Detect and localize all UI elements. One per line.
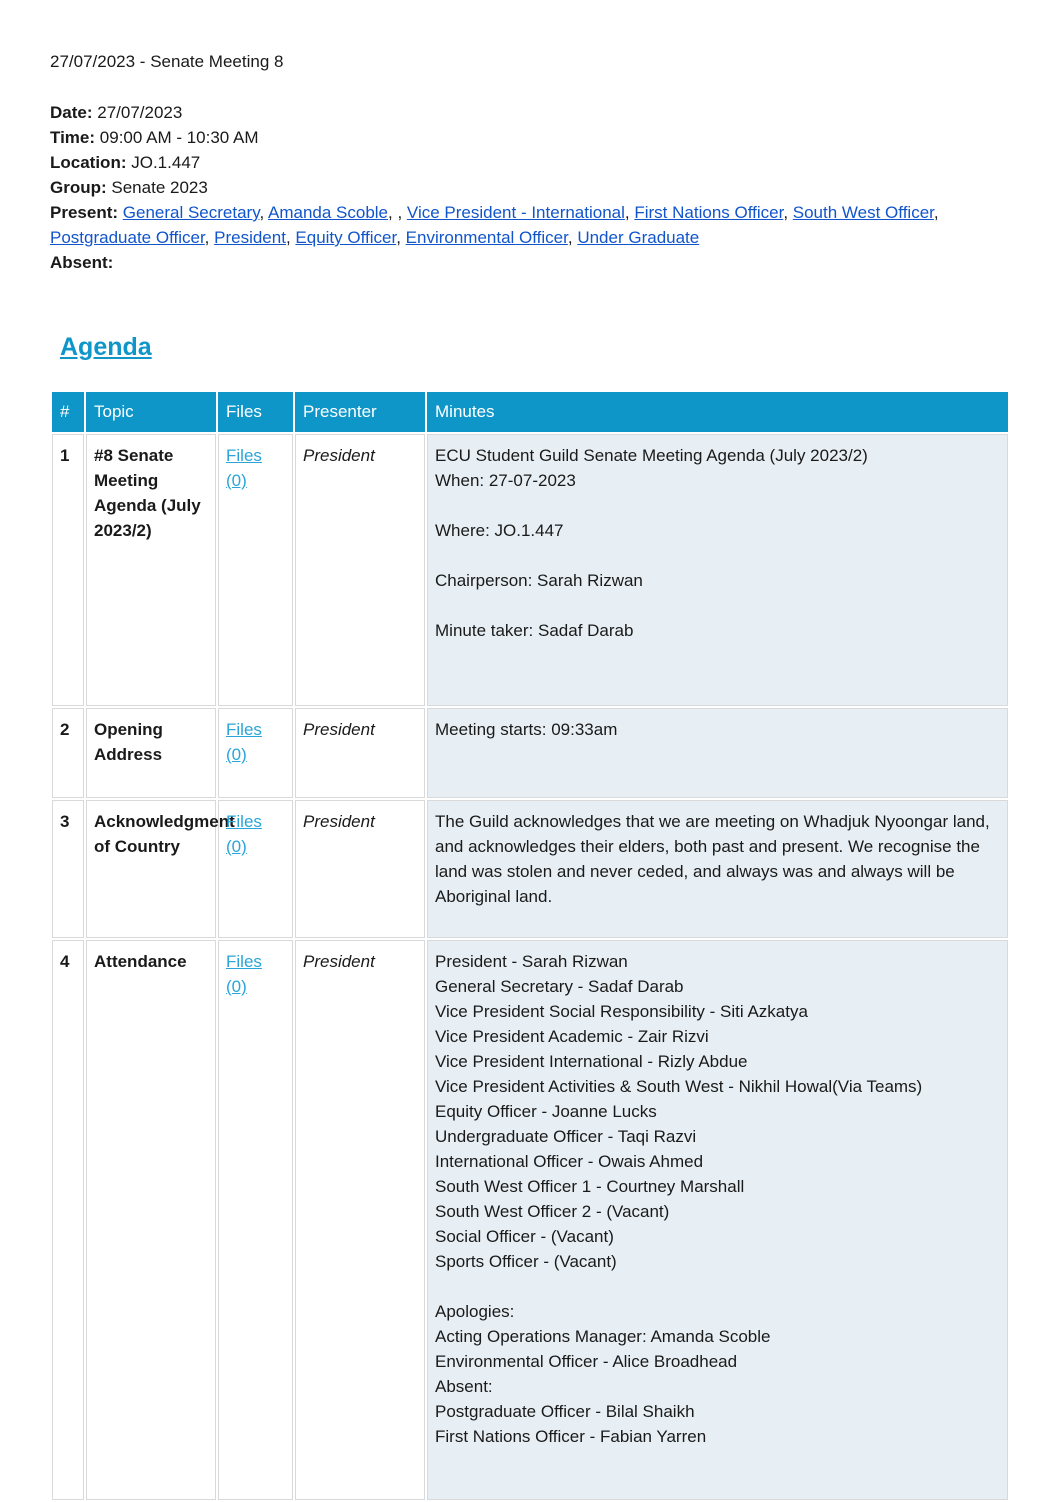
header-topic: Topic [86, 392, 216, 432]
minutes-line: Postgraduate Officer - Bilal Shaikh [435, 1402, 695, 1421]
header-presenter: Presenter [295, 392, 425, 432]
row-files-cell [218, 434, 293, 706]
minutes-line: Vice President International - Rizly Abdue [435, 1052, 748, 1071]
absent-row [50, 250, 1010, 275]
row-topic: Attendance [86, 940, 216, 1500]
group-label: Group: [50, 178, 107, 197]
minutes-line: First Nations Officer - Fabian Yarren [435, 1427, 707, 1446]
time-value: 09:00 AM - 10:30 AM [99, 128, 259, 147]
minutes-line [435, 493, 1000, 518]
header-number: # [52, 392, 84, 432]
agenda-table-body [52, 434, 1008, 1500]
table-row [52, 940, 1008, 1500]
row-number: 4 [52, 940, 84, 1500]
absent-label: Absent: [50, 253, 114, 272]
table-row [52, 434, 1008, 706]
meeting-details [50, 100, 1010, 275]
minutes-line: South West Officer 1 - Courtney Marshall [435, 1177, 745, 1196]
location-label: Location: [50, 153, 127, 172]
group-value: Senate 2023 [111, 178, 208, 197]
row-minutes [427, 708, 1008, 798]
row-number: 3 [52, 800, 84, 938]
minutes-line: ECU Student Guild Senate Meeting Agenda (July 2023/2) [435, 446, 868, 465]
files-link[interactable]: Files (0) [226, 952, 262, 996]
files-link[interactable]: Files (0) [226, 812, 262, 856]
minutes-line: Chairperson: Sarah Rizwan [435, 571, 643, 590]
present-link-environmental-officer[interactable]: Environmental Officer [405, 228, 568, 247]
minutes-line: Social Officer - (Vacant) [435, 1227, 614, 1246]
present-link-south-west-officer[interactable]: South West Officer [792, 203, 934, 222]
minutes-line [435, 593, 1000, 618]
group-row [50, 175, 1010, 200]
page-title: 27/07/2023 - Senate Meeting 8 [50, 52, 284, 71]
row-presenter: President [295, 940, 425, 1500]
date-row [50, 100, 1010, 125]
minutes-line: Environmental Officer - Alice Broadhead [435, 1352, 738, 1371]
agenda-heading[interactable]: Agenda [60, 333, 152, 361]
minutes-line [435, 543, 1000, 568]
row-files-cell [218, 800, 293, 938]
present-link-general-secretary[interactable]: General Secretary [122, 203, 260, 222]
minutes-line: Sports Officer - (Vacant) [435, 1252, 617, 1271]
files-link[interactable]: Files (0) [226, 720, 262, 764]
row-topic: #8 Senate Meeting Agenda (July 2023/2) [86, 434, 216, 706]
minutes-line: Where: JO.1.447 [435, 521, 564, 540]
header-minutes: Minutes [427, 392, 1008, 432]
header-files: Files [218, 392, 293, 432]
table-header-row [52, 392, 1008, 432]
row-presenter: President [295, 434, 425, 706]
present-link-postgraduate-officer[interactable]: Postgraduate Officer [50, 228, 205, 247]
row-number: 2 [52, 708, 84, 798]
minutes-line: South West Officer 2 - (Vacant) [435, 1202, 670, 1221]
present-link-vp-international[interactable]: Vice President - International [406, 203, 625, 222]
location-value: JO.1.447 [131, 153, 201, 172]
minutes-line: The Guild acknowledges that we are meeting on Whadjuk Nyoongar land, and acknowledges their elders, both past and present. We recognise the land was stolen and never ceded, and always was and always will be Aboriginal land. [435, 812, 990, 906]
minutes-line: Minute taker: Sadaf Darab [435, 621, 634, 640]
row-number: 1 [52, 434, 84, 706]
minutes-line: Apologies: [435, 1302, 515, 1321]
row-presenter: President [295, 800, 425, 938]
present-label: Present: [50, 203, 119, 222]
table-row [52, 708, 1008, 798]
agenda-table-wrapper [50, 390, 1010, 1497]
row-topic: Acknowledgment of Country [86, 800, 216, 938]
minutes-line: Absent: [435, 1377, 493, 1396]
minutes-line [435, 1274, 1000, 1299]
present-link-president[interactable]: President [214, 228, 286, 247]
present-link-first-nations-officer[interactable]: First Nations Officer [634, 203, 784, 222]
minutes-line: Meeting starts: 09:33am [435, 720, 618, 739]
minutes-line: Vice President Academic - Zair Rizvi [435, 1027, 709, 1046]
row-minutes [427, 434, 1008, 706]
minutes-line [435, 643, 1000, 668]
minutes-line [435, 1449, 1000, 1474]
time-row [50, 125, 1010, 150]
minutes-line: Vice President Social Responsibility - Siti Azkatya [435, 1002, 808, 1021]
table-row [52, 800, 1008, 938]
minutes-line: Undergraduate Officer - Taqi Razvi [435, 1127, 697, 1146]
minutes-line [435, 742, 1000, 767]
minutes-line: President - Sarah Rizwan [435, 952, 628, 971]
row-files-cell [218, 940, 293, 1500]
minutes-line: International Officer - Owais Ahmed [435, 1152, 704, 1171]
location-row [50, 150, 1010, 175]
present-link-equity-officer[interactable]: Equity Officer [295, 228, 397, 247]
minutes-line: General Secretary - Sadaf Darab [435, 977, 684, 996]
date-value: 27/07/2023 [97, 103, 183, 122]
minutes-line: Acting Operations Manager: Amanda Scoble [435, 1327, 771, 1346]
files-link[interactable]: Files (0) [226, 446, 262, 490]
present-link-under-graduate[interactable]: Under Graduate [577, 228, 700, 247]
minutes-line [435, 668, 1000, 693]
agenda-table [50, 390, 1010, 1502]
row-files-cell [218, 708, 293, 798]
minutes-line: Vice President Activities & South West - Nikhil Howal(Via Teams) [435, 1077, 923, 1096]
date-label: Date: [50, 103, 93, 122]
minutes-line: Equity Officer - Joanne Lucks [435, 1102, 657, 1121]
time-label: Time: [50, 128, 96, 147]
row-topic: Opening Address [86, 708, 216, 798]
minutes-line: When: 27-07-2023 [435, 471, 576, 490]
row-minutes [427, 940, 1008, 1500]
row-minutes [427, 800, 1008, 938]
present-link-amanda-scoble[interactable]: Amanda Scoble [267, 203, 389, 222]
row-presenter: President [295, 708, 425, 798]
present-row: Present: General Secretary, Amanda Scoble, , Vice President - International, First Nations Officer, South West Officer, Postgraduate Officer, President, Equity Officer, Environmental Officer, Under Graduate [50, 203, 939, 247]
